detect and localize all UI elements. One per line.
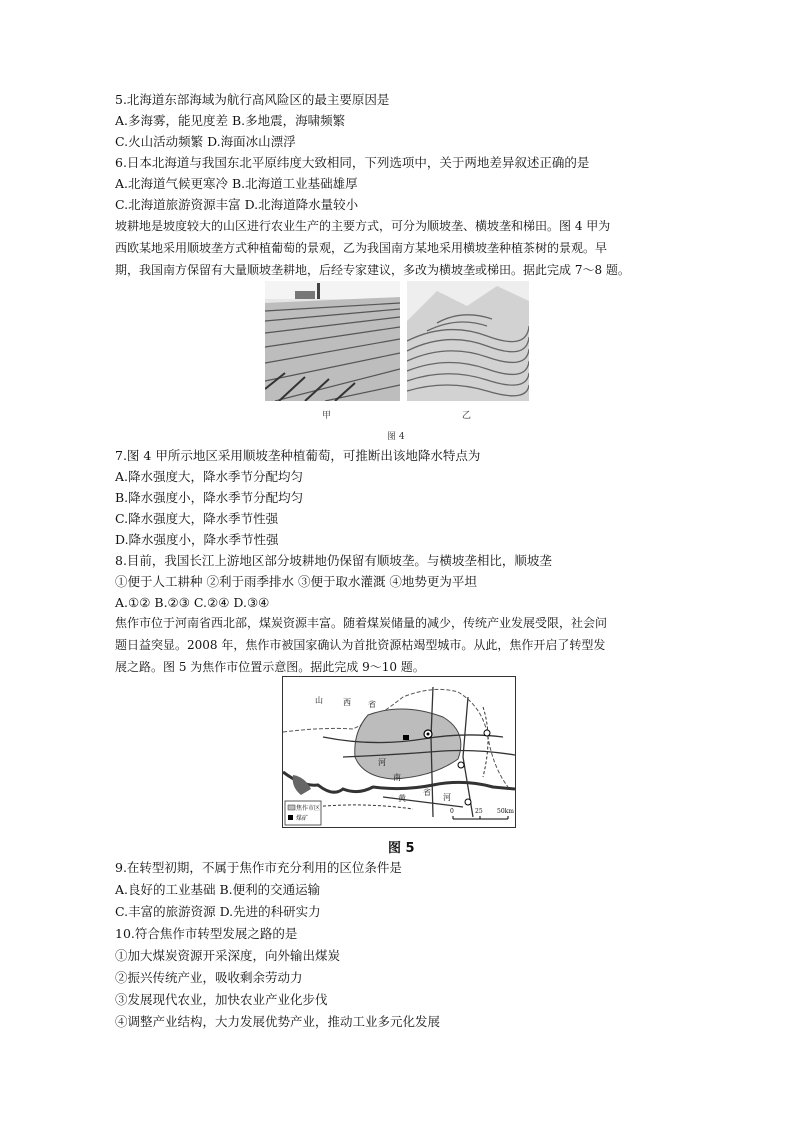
map-label-xi: 西	[343, 698, 351, 707]
figure4-label-b: 乙	[462, 411, 472, 421]
figure4-tea-terrace-photo	[407, 281, 529, 401]
figure4-label-a: 甲	[322, 411, 332, 421]
q7-option-a: A.降水强度大，降水季节分配均匀	[115, 469, 304, 484]
figure5-location-map	[282, 676, 516, 828]
q6-options-cd: C.北海道旅游资源丰富 D.北海道降水量较小	[115, 197, 359, 212]
q10-item-4: ④调整产业结构，大力发展优势产业，推动工业多元化发展	[115, 1014, 441, 1029]
q7-option-c: C.降水强度大，降水季节性强	[115, 511, 279, 526]
q7-stem: 7.图 4 甲所示地区采用顺坡垄种植葡萄，可推断出该地降水特点为	[115, 448, 481, 463]
q10-stem: 10.符合焦作市转型发展之路的是	[115, 926, 298, 941]
intro78-line1: 坡耕地是坡度较大的山区进行农业生产的主要方式，可分为顺坡垄、横坡垄和梯田。图 4 甲为	[115, 219, 611, 233]
map-label-sheng2: 省	[423, 788, 431, 797]
intro78-line3: 期，我国南方保留有大量顺坡垄耕地，后经专家建议，多改为横坡垄或梯田。据此完成 7～8 题。	[115, 263, 630, 277]
figure4-caption: 图 4	[387, 432, 405, 442]
scale-25: 25	[475, 808, 483, 815]
map-label-nan: 南	[393, 773, 401, 782]
q7-option-b: B.降水强度小，降水季节分配均匀	[115, 490, 304, 505]
map-label-sheng1: 省	[368, 700, 376, 709]
q10-item-3: ③发展现代农业，加快农业产业化步伐	[115, 992, 328, 1007]
intro910-line3: 展之路。图 5 为焦作市位置示意图。据此完成 9～10 题。	[115, 660, 425, 674]
q6-stem: 6.日本北海道与我国东北平原纬度大致相同，下列选项中，关于两地差异叙述正确的是	[115, 155, 590, 170]
scale-0: 0	[450, 808, 454, 815]
q10-item-2: ②振兴传统产业，吸收剩余劳动力	[115, 970, 303, 985]
q9-options-cd: C.丰富的旅游资源 D.先进的科研实力	[115, 904, 321, 919]
map-label-he2: 河	[443, 793, 451, 802]
intro78-line2: 西欧某地采用顺坡垄方式种植葡萄的景观，乙为我国南方某地采用横坡垄种植茶树的景观。早	[115, 241, 608, 255]
q5-stem: 5.北海道东部海域为航行高风险区的最主要原因是	[115, 92, 390, 107]
map-label-huang: 黄	[398, 794, 406, 803]
q9-stem: 9.在转型初期，不属于焦作市充分利用的区位条件是	[115, 860, 402, 875]
legend-city-area: 焦作市区	[296, 805, 321, 812]
q9-options-ab: A.良好的工业基础 B.便利的交通运输	[115, 882, 321, 897]
map-label-he1: 河	[378, 758, 386, 767]
map-label-shan: 山	[315, 696, 323, 705]
figure5-caption: 图 5	[388, 841, 415, 856]
q7-option-d: D.降水强度小，降水季节性强	[115, 532, 279, 547]
q8-options: A.①② B.②③ C.②④ D.③④	[115, 595, 270, 610]
q5-options-ab: A.多海雾，能见度差 B.多地震，海啸频繁	[115, 113, 346, 128]
q8-stem: 8.目前，我国长江上游地区部分坡耕地仍保留有顺坡垄。与横坡垄相比，顺坡垄	[115, 553, 552, 568]
intro910-line1: 焦作市位于河南省西北部，煤炭资源丰富。随着煤炭储量的减少，传统产业发展受限，社会问	[115, 616, 608, 630]
q5-options-cd: C.火山活动频繁 D.海面冰山漂浮	[115, 134, 296, 149]
q8-items: ①便于人工耕种 ②利于雨季排水 ③便于取水灌溉 ④地势更为平坦	[115, 574, 477, 589]
intro910-line2: 题日益突显。2008 年，焦作市被国家确认为首批资源枯竭型城市。从此，焦作开启了转型发	[115, 638, 606, 652]
q6-options-ab: A.北海道气候更寒冷 B.北海道工业基础雄厚	[115, 176, 358, 191]
legend-coal-mine: 煤矿	[296, 815, 309, 822]
scale-50km: 50km	[497, 808, 514, 815]
figure4-vineyard-photo	[265, 281, 400, 401]
q10-item-1: ①加大煤炭资源开采深度，向外输出煤炭	[115, 948, 341, 963]
